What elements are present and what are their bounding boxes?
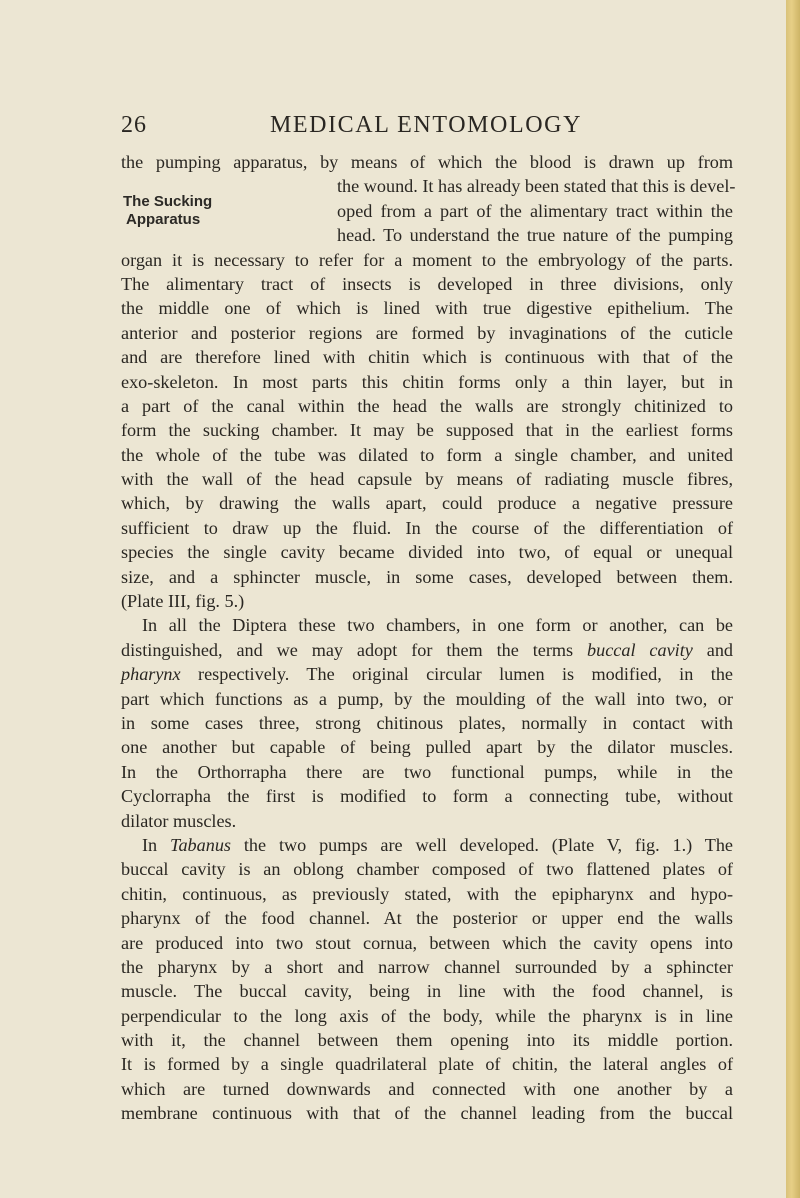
text-line: exo-skeleton. In most parts this chitin forms only a thin layer, but in bbox=[121, 371, 733, 392]
text-line: In the Orthorrapha there are two functional pumps, while in the bbox=[121, 761, 733, 782]
text-line: In all the Diptera these two chambers, in one form or another, can be bbox=[142, 615, 733, 636]
text-line: anterior and posterior regions are formed by invaginations of the cuticle bbox=[121, 322, 733, 343]
text-line: the wound. It has already been stated that this is devel- bbox=[337, 176, 736, 197]
text-line: a part of the canal within the head the walls are strongly chitinized to bbox=[121, 395, 733, 416]
text-line: part which functions as a pump, by the moulding of the wall into two, or bbox=[121, 688, 733, 709]
term-italic: buccal cavity bbox=[587, 639, 693, 660]
margin-note-line: The Sucking bbox=[123, 193, 213, 210]
text-segment: and bbox=[706, 639, 734, 660]
text-line: head. To understand the true nature of the pumping bbox=[337, 225, 733, 246]
page-header bbox=[121, 112, 731, 144]
text-line: chitin, continuous, as previously stated, with the epipharynx and hypo- bbox=[121, 883, 733, 904]
margin-note-line: Apparatus bbox=[126, 211, 201, 228]
text-line: which, by drawing the walls apart, could produce a negative pressure bbox=[121, 493, 733, 514]
text-line: It is formed by a single quadrilateral plate of chitin, the lateral angles of bbox=[121, 1054, 733, 1075]
text-segment: respectively. The original circular lumen is modified, in the bbox=[198, 664, 733, 685]
text-line: one another but capable of being pulled apart by the dilator muscles. bbox=[121, 737, 733, 758]
text-segment: distinguished, and we may adopt for them the terms bbox=[121, 639, 574, 660]
text-segment: In bbox=[142, 834, 158, 855]
text-line: sufficient to draw up the fluid. In the course of the differentiation of bbox=[121, 517, 733, 538]
text-line: (Plate III, fig. 5.) bbox=[121, 591, 245, 612]
text-segment: the two pumps are well developed. (Plate V, fig. 1.) The bbox=[243, 834, 734, 855]
body-text bbox=[121, 150, 736, 1126]
page-number: 26 bbox=[121, 112, 147, 138]
text-line: the pumping apparatus, by means of which the blood is drawn up from bbox=[121, 152, 733, 172]
text-line bbox=[121, 833, 733, 857]
term-italic: Tabanus bbox=[170, 834, 232, 855]
text-line: The alimentary tract of insects is developed in three divisions, only bbox=[121, 273, 733, 294]
text-line: Cyclorrapha the first is modified to form a connecting tube, without bbox=[121, 786, 733, 807]
text-line: species the single cavity became divided into two, of equal or unequal bbox=[121, 542, 733, 563]
text-line bbox=[121, 662, 733, 686]
text-line: muscle. The buccal cavity, being in line with the food channel, is bbox=[121, 981, 733, 1002]
text-line: which are turned downwards and connected with one another by a bbox=[121, 1078, 733, 1099]
text-line: in some cases three, strong chitinous plates, normally in contact with bbox=[121, 712, 733, 733]
text-line: membrane continuous with that of the channel leading from the buccal bbox=[121, 1103, 733, 1124]
text-line: are produced into two stout cornua, between which the cavity opens into bbox=[121, 932, 733, 953]
text-line: and are therefore lined with chitin which is continuous with that of the bbox=[121, 347, 733, 368]
text-line: with the wall of the head capsule by means of radiating muscle fibres, bbox=[121, 469, 733, 490]
text-line: form the sucking chamber. It may be supposed that in the earliest forms bbox=[121, 420, 733, 441]
running-head: MEDICAL ENTOMOLOGY bbox=[269, 112, 583, 138]
text-line: with it, the channel between them opening into its middle portion. bbox=[121, 1030, 733, 1051]
term-italic: pharynx bbox=[121, 664, 181, 685]
page-edge bbox=[786, 0, 800, 1198]
text-line: buccal cavity is an oblong chamber composed of two flattened plates of bbox=[121, 859, 733, 880]
text-line: the pharynx by a short and narrow channel surrounded by a sphincter bbox=[121, 956, 733, 977]
text-line: dilator muscles. bbox=[121, 810, 237, 831]
text-line: pharynx of the food channel. At the posterior or upper end the walls bbox=[121, 908, 733, 929]
text-line: perpendicular to the long axis of the body, while the pharynx is in line bbox=[121, 1005, 733, 1026]
text-line: the whole of the tube was dilated to form a single chamber, and united bbox=[121, 444, 733, 465]
text-line: organ it is necessary to refer for a moment to the embryology of the parts. bbox=[121, 249, 733, 270]
text-line: the middle one of which is lined with true digestive epithelium. The bbox=[121, 298, 733, 319]
text-line: size, and a sphincter muscle, in some cases, developed between them. bbox=[121, 566, 733, 587]
text-line: oped from a part of the alimentary tract within the bbox=[337, 200, 733, 221]
text-line bbox=[121, 638, 733, 662]
